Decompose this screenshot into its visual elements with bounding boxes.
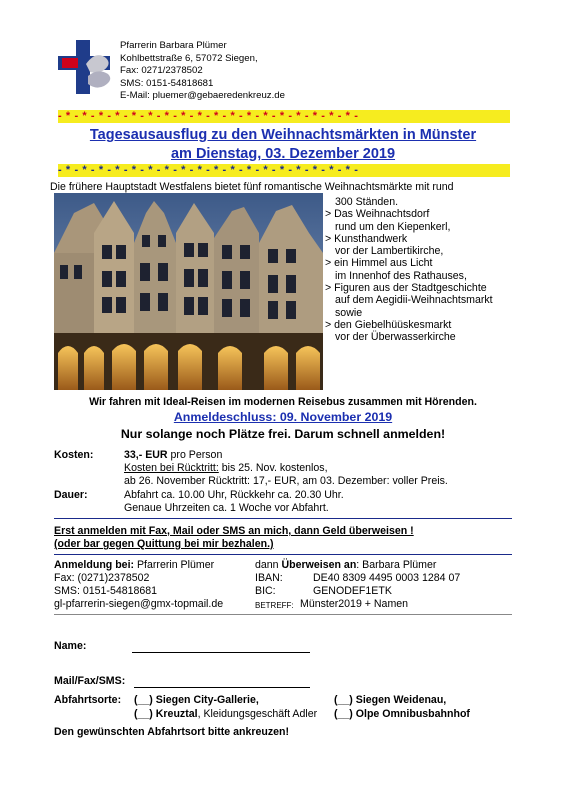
instruction-line2: (oder bar gegen Quittung bei mir bezhalen.) bbox=[54, 538, 274, 550]
list-item: > ein Himmel aus Licht bbox=[325, 257, 433, 270]
option-siegen-weidenau[interactable]: (__) Siegen Weidenau, bbox=[334, 694, 447, 706]
bic-label: BIC: bbox=[255, 585, 276, 597]
stripe-text: - * - * - * - * - * - * - * - * - * - * - * - * - * - * - * - * - * - * - bbox=[58, 164, 359, 176]
list-item: vor der Lambertikirche, bbox=[335, 245, 444, 258]
kosten-cancel bbox=[124, 462, 328, 475]
kosten-label: Kosten: bbox=[54, 449, 94, 461]
dauer-label: Dauer: bbox=[54, 489, 88, 501]
betreff-label: BETREFF: bbox=[255, 601, 294, 610]
gebaerdenkreuz-logo-icon bbox=[56, 38, 118, 96]
list-item: sowie bbox=[335, 306, 363, 319]
market-list bbox=[325, 196, 493, 344]
list-item: > Das Weihnachtsdorf bbox=[325, 208, 430, 221]
muenster-prinzipalmarkt-photo bbox=[54, 193, 323, 390]
kosten-cancel-line2: ab 26. November Rücktritt: 17,- EUR, am 03. Dezember: voller Preis. bbox=[124, 475, 448, 487]
contact-fax: Fax: 0271/2378502 bbox=[120, 65, 203, 77]
instruction-line1: Erst anmelden mit Fax, Mail oder SMS an mich, dann Geld überweisen ! bbox=[54, 525, 414, 537]
iban-label: IBAN: bbox=[255, 572, 283, 584]
divider-grey bbox=[54, 614, 512, 615]
form-footer-note: Den gewünschten Abfahrtsort bitte ankreuzen! bbox=[54, 726, 290, 738]
list-item: rund um den Kiepenkerl, bbox=[335, 220, 451, 233]
contact-method-label: Mail/Fax/SMS: bbox=[54, 675, 126, 687]
bank-heading bbox=[255, 559, 436, 572]
betreff-value: Münster2019 + Namen bbox=[300, 598, 409, 610]
contact-sms: SMS: 0151-54818681 bbox=[120, 77, 214, 89]
decorative-stripe-top bbox=[58, 110, 510, 123]
contact-method-field[interactable] bbox=[134, 687, 310, 688]
anmeldung-name: Pfarrerin Plümer bbox=[134, 559, 215, 571]
anmeldung-fax: Fax: (0271)2378502 bbox=[54, 572, 150, 584]
bank-recipient: : Barbara Plümer bbox=[356, 559, 437, 571]
dauer-line1: Abfahrt ca. 10.00 Uhr, Rückkehr ca. 20.30 Uhr. bbox=[124, 489, 344, 501]
stripe-text: - * - * - * - * - * - * - * - * - * - * - * - * - * - * - * - * - * - * - bbox=[58, 110, 359, 122]
list-item: > Kunsthandwerk bbox=[325, 232, 408, 245]
contact-name: Pfarrerin Barbara Plümer bbox=[120, 40, 227, 51]
anmeldung-label: Anmeldung bei: bbox=[54, 559, 135, 571]
option-kreuztal-detail: , Kleidungsgeschäft Adler bbox=[197, 708, 318, 720]
bus-info: Wir fahren mit Ideal-Reisen im modernen Reisebus zusammen mit Hörenden. bbox=[89, 396, 477, 408]
name-field[interactable] bbox=[132, 652, 310, 653]
anmeldung-sms: SMS: 0151-54818681 bbox=[54, 585, 158, 597]
list-item: 300 Ständen. bbox=[335, 196, 399, 208]
contact-email: E-Mail: pluemer@gebaeredenkreuz.de bbox=[120, 90, 285, 102]
list-item: im Innenhof des Rathauses, bbox=[335, 269, 467, 282]
abfahrt-label: Abfahrtsorte: bbox=[54, 694, 122, 706]
anmeldung-email: gl-pfarrerin-siegen@gmx-topmail.de bbox=[54, 598, 224, 610]
contact-block bbox=[120, 40, 285, 103]
dauer-line2: Genaue Uhrzeiten ca. 1 Woche vor Abfahrt. bbox=[124, 502, 329, 514]
option-kreuztal-label: (__) Kreuztal bbox=[134, 708, 198, 720]
contact-street: Kohlbettstraße 6, 57072 Siegen, bbox=[120, 52, 258, 64]
divider-blue bbox=[54, 554, 512, 555]
price-amount: 33,- EUR bbox=[124, 449, 168, 461]
option-siegen-city-galerie[interactable]: (__) Siegen City-Gallerie, bbox=[134, 694, 259, 706]
option-kreuztal[interactable] bbox=[134, 708, 317, 721]
price-rest: pro Person bbox=[167, 449, 223, 461]
page-title-line2: am Dienstag, 03. Dezember 2019 bbox=[170, 146, 396, 162]
list-item: vor der Überwasserkirche bbox=[335, 331, 456, 344]
registration-deadline: Anmeldeschluss: 09. November 2019 bbox=[173, 410, 393, 424]
list-item: > den Giebelhüüskesmarkt bbox=[325, 318, 452, 331]
option-olpe[interactable]: (__) Olpe Omnibusbahnhof bbox=[334, 708, 470, 720]
iban-value: DE40 8309 4495 0003 1284 07 bbox=[313, 572, 461, 584]
anmeldung-heading bbox=[54, 559, 214, 572]
name-label: Name: bbox=[54, 640, 87, 652]
page-title-line1: Tagesausausflug zu den Weihnachtsmärkten in Münster bbox=[89, 127, 477, 143]
bic-value: GENODEF1ETK bbox=[313, 585, 392, 597]
bank-transfer-label: Überweisen an bbox=[281, 559, 357, 571]
list-item: > Figuren aus der Stadtgeschichte bbox=[325, 282, 487, 295]
divider-blue bbox=[54, 518, 512, 519]
kosten-price bbox=[124, 449, 222, 462]
urgent-notice: Nur solange noch Plätze frei. Darum schnell anmelden! bbox=[120, 427, 446, 441]
decorative-stripe-bottom bbox=[58, 164, 510, 177]
cancel-label: Kosten bei Rücktritt: bbox=[124, 462, 219, 474]
intro-text: Die frühere Hauptstadt Westfalens bietet fünf romantische Weihnachtsmärkte mit rund bbox=[50, 181, 454, 193]
bank-prefix: dann bbox=[255, 559, 282, 571]
list-item: auf dem Aegidii-Weihnachtsmarkt bbox=[335, 294, 493, 307]
cancel-rest: bis 25. Nov. kostenlos, bbox=[218, 462, 328, 474]
